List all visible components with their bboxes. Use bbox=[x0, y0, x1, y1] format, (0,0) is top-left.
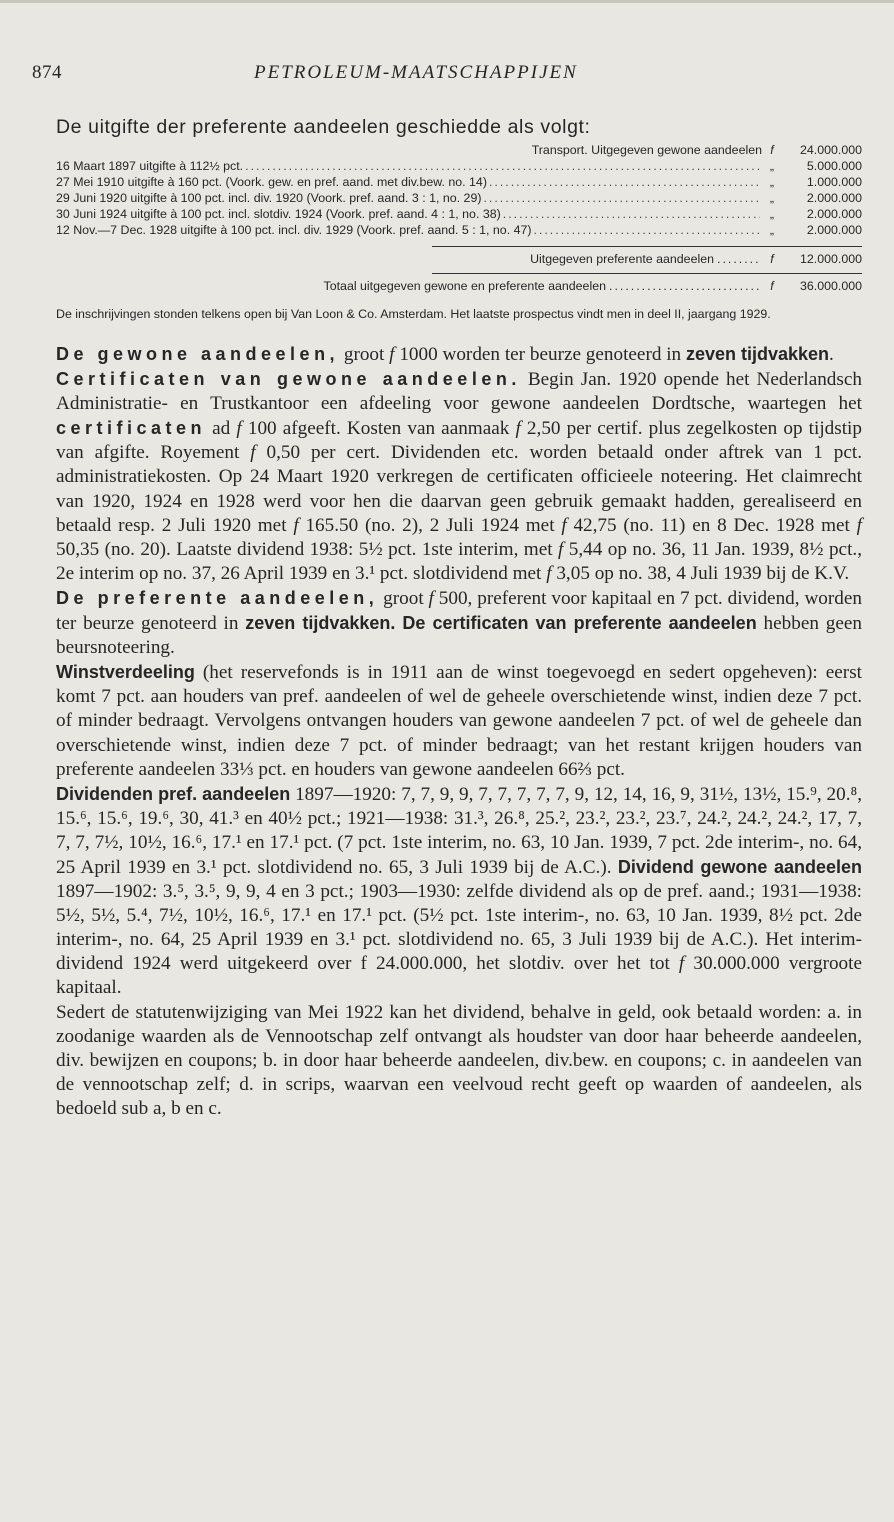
page-number: 874 bbox=[32, 62, 62, 83]
spaced-run: certificaten bbox=[56, 418, 207, 439]
ledger-row-amount: 2.000.000 bbox=[806, 223, 862, 237]
subtotal-amount: 12.000.000 bbox=[799, 252, 862, 266]
ledger-row bbox=[56, 222, 862, 238]
bold-run: zeven tijdvakken. De certificaten van preferente aandeelen bbox=[245, 613, 757, 634]
ledger-row-text: 29 Juni 1920 uitgifte à 100 pct. incl. div. 1920 (Voork. pref. aand. 3 : 1, no. 29) bbox=[56, 191, 482, 205]
total-currency: f bbox=[770, 279, 774, 293]
running-title: PETROLEUM-MAATSCHAPPIJEN bbox=[254, 62, 578, 83]
transport-label: Transport. Uitgegeven gewone aandeelen bbox=[531, 143, 762, 157]
text-run: 42,75 (no. 11) en 8 Dec. 1928 met bbox=[566, 514, 857, 536]
text-run: groot bbox=[378, 587, 429, 609]
transport-currency: f bbox=[770, 143, 774, 157]
text-run: 100 afgeeft. Kosten van aanmaak bbox=[241, 418, 516, 440]
ledger-row bbox=[56, 206, 862, 222]
bold-run: zeven tijdvakken bbox=[685, 344, 830, 364]
text-run: ad bbox=[206, 418, 237, 440]
ledger-total bbox=[56, 278, 862, 294]
currency-sign: f bbox=[250, 442, 256, 464]
heading-inline: De gewone aandeelen, bbox=[56, 344, 340, 364]
text-run: (het reservefonds is in 1911 aan de winst toegevoegd en sedert opgeheven): eerst komt 7 pct. aan houders van pref. aandeelen of wel de geheele overschietende winst, indien deze 7 pct. of minder bedraagt. Vervolgens ontvangen houders van gewone aandeelen 7 pct. of wel de geheele dan overschietende winst, indien deze 7 pct. of minder bedraagt; van het restant krijgen houders van preferente aandeelen 33⅓ pct. en houders van gewone aandeelen 66⅔ pct. bbox=[56, 662, 862, 780]
paragraph-winstverdeeling bbox=[56, 660, 862, 781]
currency-sign: f bbox=[389, 344, 395, 365]
ledger-row-amount: 2.000.000 bbox=[806, 207, 862, 221]
top-edge-rule bbox=[0, 0, 894, 3]
ditto-mark: „ bbox=[769, 207, 775, 221]
text-run: hebben geen beursnoteering. bbox=[56, 613, 862, 659]
subtotal-rule bbox=[432, 246, 862, 247]
currency-sign: f bbox=[428, 587, 434, 609]
page-content bbox=[56, 116, 862, 1121]
heading-inline: Winstverdeeling bbox=[56, 662, 195, 683]
ledger-row-amount: 2.000.000 bbox=[806, 191, 862, 205]
paragraph-gewone-aandeelen bbox=[56, 342, 862, 367]
leader-dots bbox=[489, 174, 760, 190]
paragraph-statutenwijziging bbox=[56, 1001, 862, 1121]
paragraph-preferente-aandeelen bbox=[56, 586, 862, 660]
ditto-mark: „ bbox=[769, 159, 775, 173]
transport-amount: 24.000.000 bbox=[799, 143, 862, 157]
ledger-row bbox=[56, 158, 862, 174]
leader-dots bbox=[609, 278, 759, 294]
ledger-row-amount: 5.000.000 bbox=[806, 159, 862, 173]
paragraph-dividenden bbox=[56, 782, 862, 1001]
text-run: 50,35 (no. 20). Laatste dividend 1938: 5½ pct. 1ste interim, met bbox=[56, 538, 559, 560]
leader-dots bbox=[483, 190, 760, 206]
leader-dots bbox=[533, 222, 760, 238]
currency-sign: f bbox=[561, 514, 567, 536]
currency-sign: f bbox=[293, 514, 299, 536]
text-run: 165.50 (no. 2), 2 Juli 1924 met bbox=[298, 514, 562, 536]
issuance-ledger bbox=[56, 142, 862, 322]
ditto-mark: „ bbox=[769, 223, 775, 237]
bold-run: Dividend gewone aandeelen bbox=[617, 856, 862, 877]
currency-sign: f bbox=[558, 538, 564, 560]
ledger-row bbox=[56, 190, 862, 206]
text-run: 2,50 per certif. plus zegelkosten op tijdstip van afgifte. Royement bbox=[56, 418, 862, 464]
ledger-note: De inschrijvingen stonden telkens open bij Van Loon & Co. Amsterdam. Het laatste prospectus vindt men in deel II, jaargang 1929. bbox=[56, 307, 771, 321]
text-run: 1897—1902: 3.⁵, 3.⁵, 9, 9, 4 en 3 pct.; 1903—1930: zelfde dividend als op de pref. aand.; 1931—1938: 5½, 5½, 5.⁴, 7½, 10½, 16.⁶, 17.¹ en 17.¹ pct. (5½ pct. 1ste interim-, no. 63, 10 Jan. 1939, 8½ pct. 2de interim-, no. 64, 25 April 1939 en 3.¹ pct. slotdividend no. 65, 3 Juli 1939 bij de A.C.). Het interim-dividend 1924 werd uitgekeerd over f 24.000.000, het slotdiv. over het tot bbox=[56, 881, 862, 975]
text-run: 500, preferent voor kapitaal en 7 pct. dividend, worden ter beurze genoteerd in bbox=[56, 587, 862, 635]
ledger-row-text: 16 Maart 1897 uitgifte à 112½ pct. bbox=[56, 159, 244, 173]
ledger-row bbox=[56, 174, 862, 190]
leader-dots bbox=[245, 158, 760, 174]
ledger-row-text: 12 Nov.—7 Dec. 1928 uitgifte à 100 pct. incl. div. 1929 (Voork. pref. aand. 5 : 1, no. 47) bbox=[56, 223, 532, 237]
text-run: 3,05 op no. 38, 4 Juli 1939 bij de K.V. bbox=[551, 562, 850, 584]
text-run: . bbox=[829, 344, 834, 365]
heading-inline: Dividenden pref. aandeelen bbox=[56, 783, 291, 804]
leader-dots bbox=[717, 251, 759, 267]
text-run: 5,44 op no. 36, 11 Jan. 1939, 8½ pct., 2e interim op no. 37, 26 April 1939 en 3.¹ pct. slotdividend met bbox=[56, 538, 862, 584]
text-run: 30.000.000 vergroote kapitaal. bbox=[56, 953, 862, 999]
currency-sign: f bbox=[236, 418, 242, 440]
currency-sign: f bbox=[678, 953, 685, 975]
text-run: Sedert de statutenwijziging van Mei 1922 kan het dividend, behalve in geld, ook betaald worden: a. in zoodanige waarden als de Vennootschap zelf ontvangt als houdster van door haar beheerde aandeelen, div. bewijzen en coupons; b. in door haar beheerde aandeelen, div.bew. en coupons; c. in aandeelen van de vennootschap zelf; d. in scrips, waarvan een veelvoud recht geeft op waarden of aandeelen, als bedoeld sub a, b en c. bbox=[56, 1001, 862, 1119]
ledger-row-text: 27 Mei 1910 uitgifte à 160 pct. (Voork. gew. en pref. aand. met div.bew. no. 14) bbox=[56, 175, 487, 189]
ledger-intro: De uitgifte der preferente aandeelen geschiedde als volgt: bbox=[56, 116, 591, 138]
total-rule bbox=[432, 273, 862, 274]
ditto-mark: „ bbox=[769, 175, 775, 189]
text-run: 0,50 per cert. Dividenden etc. worden betaald onder aftrek van 1 pct. administratiekosten. Op 24 Maart 1920 verkregen de certificaten officieele noteering. Het claimrecht van 1920, 1924 en 1928 werd voor hen die daarvan geen gebruik gemaakt hadden, gerealiseerd en betaald resp. 2 Juli 1920 met bbox=[56, 442, 863, 536]
heading-inline: De preferente aandeelen, bbox=[56, 587, 379, 608]
ledger-transport-line bbox=[56, 142, 862, 158]
total-label: Totaal uitgegeven gewone en preferente aandeelen bbox=[323, 279, 606, 293]
text-run: Begin Jan. 1920 opende het Nederlandsch Administratie- en Trustkantoor een afdeeling voor gewone aandeelen Dordtsche, waartegen het bbox=[56, 369, 862, 415]
paragraph-certificaten bbox=[56, 367, 862, 586]
page-header bbox=[32, 62, 862, 88]
subtotal-currency: f bbox=[770, 252, 774, 266]
currency-sign: f bbox=[546, 562, 552, 584]
ledger-row-text: 30 Juni 1924 uitgifte à 100 pct. incl. slotdiv. 1924 (Voork. pref. aand. 4 : 1, no. 38) bbox=[56, 207, 501, 221]
body-text bbox=[56, 342, 862, 1121]
subtotal-label: Uitgegeven preferente aandeelen bbox=[530, 252, 714, 266]
text-run: 1897—1920: 7, 7, 9, 9, 7, 7, 7, 7, 7, 9, 12, 14, 16, 9, 31½, 13½, 15.⁹, 20.⁸, 15.⁶, 15.⁶, 19.⁶, 30, 41.³ en 40½ pct.; 1921—1938: 31.³, 26.⁸, 25.², 23.², 23.², 23.⁷, 24.², 24.², 24.², 17, 7, 7, 7, 7½, 10½, 16.⁶, 17.¹ en 17.¹ pct. (7 pct. 1ste interim, no. 63, 10 Jan. 1939, 7 pct. 2de interim-, no. 64, 25 April 1939 en 3.¹ pct. slotdividend no. 65, 3 Juli 1939 bij de A.C.). bbox=[56, 783, 862, 878]
ledger-subtotal bbox=[56, 251, 862, 267]
currency-sign: f bbox=[856, 514, 862, 536]
total-amount: 36.000.000 bbox=[799, 279, 862, 293]
text-run: groot bbox=[339, 344, 390, 365]
ledger-row-amount: 1.000.000 bbox=[806, 175, 862, 189]
ditto-mark: „ bbox=[769, 191, 775, 205]
text-run: 1000 worden ter beurze genoteerd in bbox=[394, 344, 686, 365]
leader-dots bbox=[503, 206, 760, 222]
currency-sign: f bbox=[515, 418, 521, 440]
heading-inline: Certificaten van gewone aandeelen. bbox=[56, 369, 521, 390]
